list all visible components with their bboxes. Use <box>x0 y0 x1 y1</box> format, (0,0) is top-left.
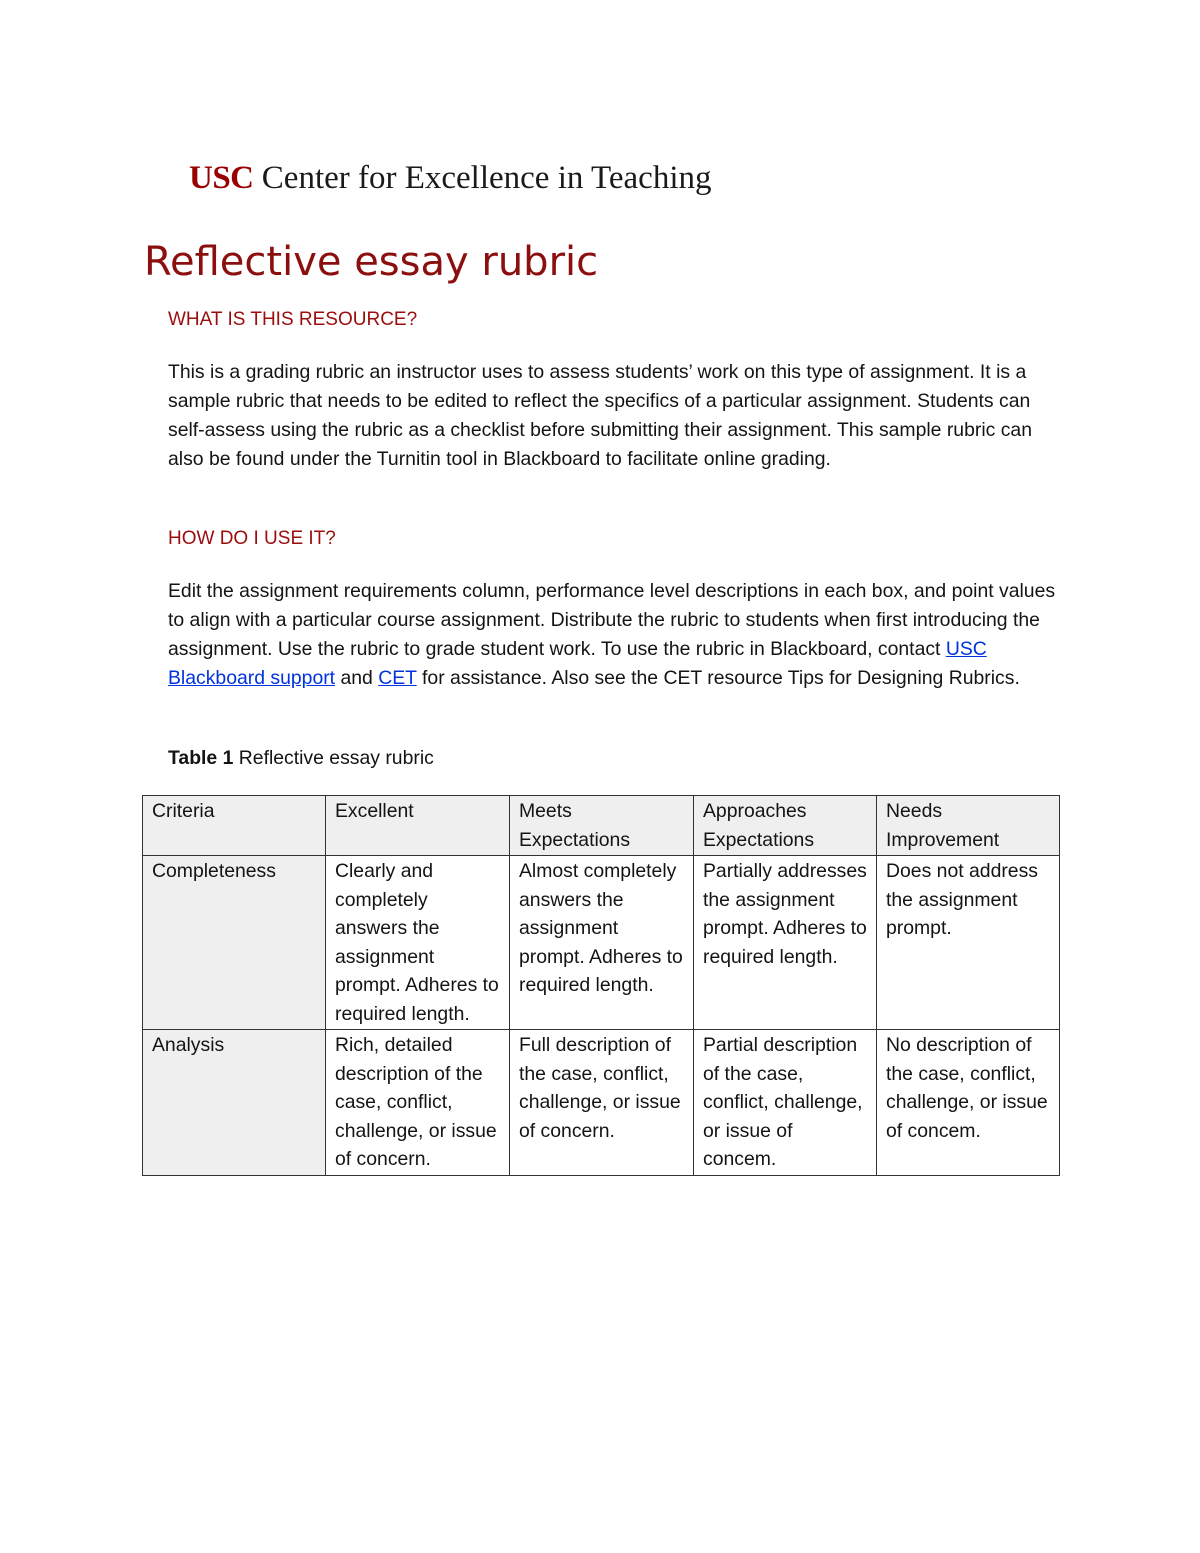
table-cell: No description of the case, conflict, challenge, or issue of concem. <box>877 1030 1060 1176</box>
how-body-text-3: for assistance. Also see the CET resource Tips for Designing Rubrics. <box>416 667 1020 689</box>
usc-cet-logo <box>189 158 712 198</box>
table-cell: Partial description of the case, conflict, challenge, or issue of concem. <box>694 1030 877 1176</box>
rubric-table <box>142 795 1060 1176</box>
table-row <box>143 1030 1060 1176</box>
how-body-text-1: Edit the assignment requirements column, performance level descriptions in each box, and point values to align with a particular course assignment. Distribute the rubric to students when first introducing the assignment. Use the rubric to grade student work. To use the rubric in Blackboard, contact <box>168 580 1056 660</box>
table-caption-text: Reflective essay rubric <box>233 747 434 769</box>
header-criteria: Criteria <box>143 796 326 856</box>
criterion-analysis: Analysis <box>143 1030 326 1176</box>
header-approaches-expectations: Approaches Expectations <box>694 796 877 856</box>
header-meets-expectations: Meets Expectations <box>510 796 694 856</box>
table-caption-label: Table 1 <box>168 747 234 769</box>
table-cell: Partially addresses the assignment prompt. Adheres to required length. <box>694 856 877 1030</box>
how-section-body <box>168 577 1068 693</box>
criterion-completeness: Completeness <box>143 856 326 1030</box>
header-needs-improvement: Needs Improvement <box>877 796 1060 856</box>
table-header-row <box>143 796 1060 856</box>
how-body-text-2: and <box>335 667 379 689</box>
table-caption <box>168 744 434 772</box>
cet-link[interactable]: CET <box>378 667 417 689</box>
page-title: Reflective essay rubric <box>144 239 599 285</box>
table-cell: Rich, detailed description of the case, conflict, challenge, or issue of concern. <box>326 1030 510 1176</box>
table-cell: Does not address the assignment prompt. <box>877 856 1060 1030</box>
table-cell: Full description of the case, conflict, challenge, or issue of concern. <box>510 1030 694 1176</box>
usc-blackboard-support-link[interactable]: USC Blackboard support <box>168 638 987 689</box>
table-cell: Clearly and completely answers the assignment prompt. Adheres to required length. <box>326 856 510 1030</box>
logo-center-name: Center for Excellence in Teaching <box>261 160 712 196</box>
logo-usc-wordmark: USC <box>189 160 254 196</box>
table-row <box>143 856 1060 1030</box>
how-section-heading: HOW DO I USE IT? <box>168 528 336 549</box>
header-excellent: Excellent <box>326 796 510 856</box>
what-section-heading: WHAT IS THIS RESOURCE? <box>168 309 418 330</box>
what-section-body: This is a grading rubric an instructor uses to assess students’ work on this type of assignment. It is a sample rubric that needs to be edited to reflect the specifics of a particular assignment. Students can self-assess using the rubric as a checklist before submitting their assignment. This sample rubric can also be found under the Turnitin tool in Blackboard to facilitate online grading. <box>168 361 1032 470</box>
table-cell: Almost completely answers the assignment prompt. Adheres to required length. <box>510 856 694 1030</box>
